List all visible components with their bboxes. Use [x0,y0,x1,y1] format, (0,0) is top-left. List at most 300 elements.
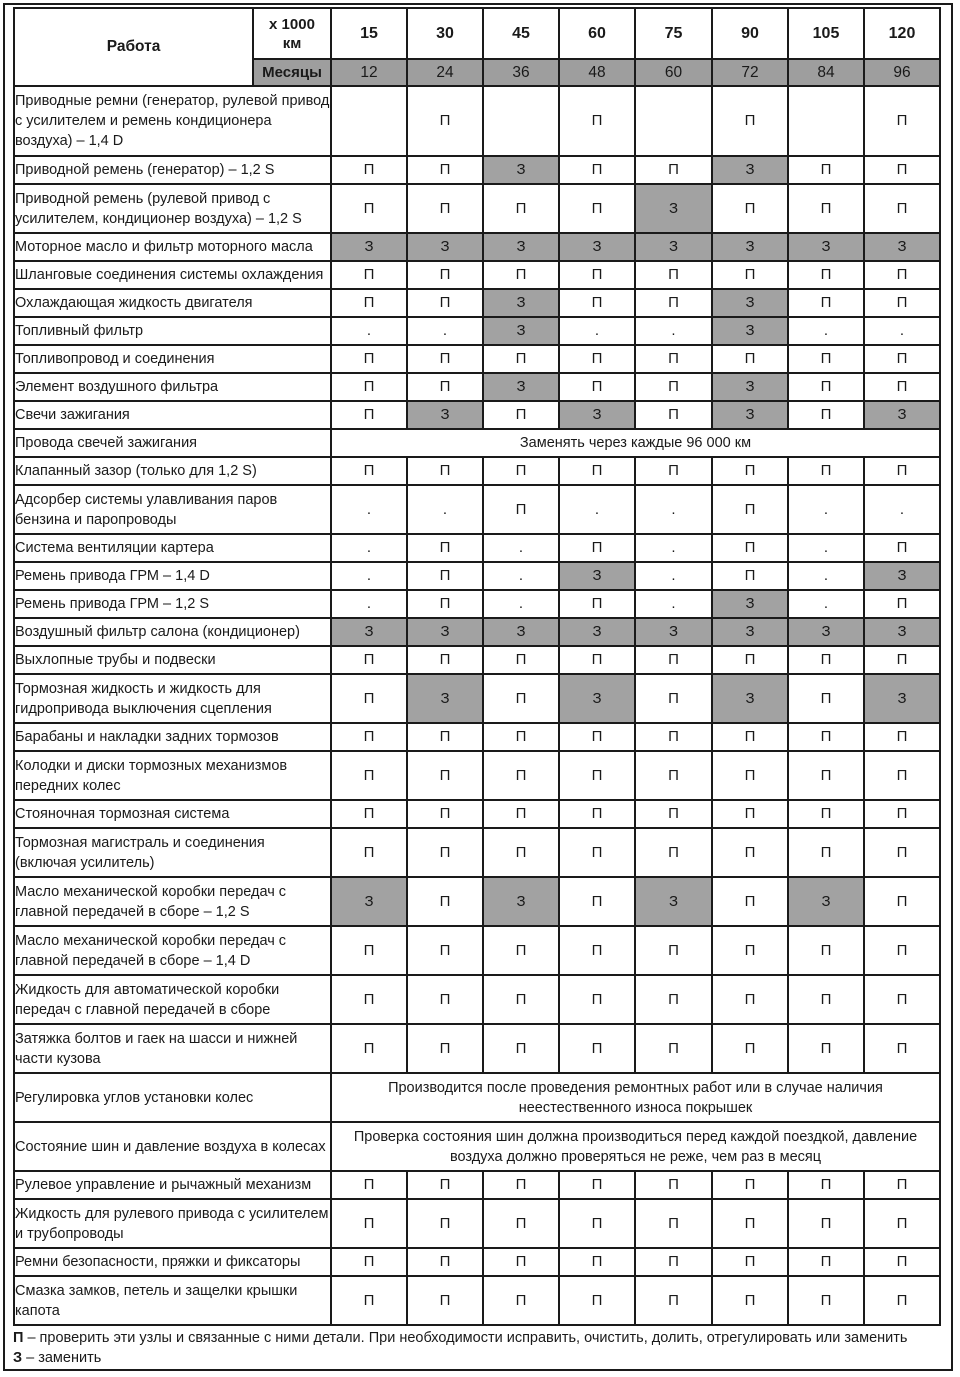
replace-cell: З [864,401,940,429]
table-row [14,345,940,373]
replace-cell: З [331,233,407,261]
task-name: Выхлопные трубы и подвески [14,646,331,674]
km-75: 75 [635,8,712,59]
check-cell: П [788,926,864,975]
task-name: Масло механической коробки передач с главной передачей в сборе – 1,2 S [14,877,331,926]
month-24: 24 [407,59,483,86]
check-cell: П [407,86,483,156]
table-row [14,751,940,800]
check-cell: П [864,975,940,1024]
km-105: 105 [788,8,864,59]
check-cell: П [864,373,940,401]
check-cell: П [864,926,940,975]
check-cell: П [483,345,559,373]
check-cell: П [559,184,635,233]
interval-cell: . [407,485,483,534]
interval-cell [788,86,864,156]
task-name: Приводной ремень (рулевой привод с усилителем, кондиционер воздуха) – 1,2 S [14,184,331,233]
km-label: x 1000 км [253,8,331,59]
check-cell: П [331,345,407,373]
replace-cell: З [483,289,559,317]
check-cell: П [864,86,940,156]
check-cell: П [864,457,940,485]
check-cell: П [559,345,635,373]
work-column-header: Работа [14,8,253,86]
month-96: 96 [864,59,940,86]
task-name: Тормозная магистраль и соединения (включая усилитель) [14,828,331,877]
check-cell: П [331,1276,407,1325]
replace-cell: З [407,674,483,723]
check-cell: П [407,975,483,1024]
check-cell: П [864,751,940,800]
check-cell: П [788,1276,864,1325]
interval-cell: . [559,485,635,534]
span-note: Заменять через каждые 96 000 км [331,429,940,457]
check-cell: П [559,877,635,926]
interval-cell [635,86,712,156]
check-cell: П [788,646,864,674]
check-cell: П [635,800,712,828]
check-cell: П [635,723,712,751]
check-cell: П [331,457,407,485]
check-cell: П [635,1248,712,1276]
task-name: Ремни безопасности, пряжки и фиксаторы [14,1248,331,1276]
check-cell: П [864,1171,940,1199]
table-row [14,401,940,429]
table-row [14,877,940,926]
replace-cell: З [712,289,788,317]
check-cell: П [635,401,712,429]
check-cell: П [788,289,864,317]
interval-cell: . [407,317,483,345]
check-cell: П [407,1199,483,1248]
replace-cell: З [712,373,788,401]
check-cell: П [483,1276,559,1325]
km-15: 15 [331,8,407,59]
task-name: Колодки и диски тормозных механизмов передних колес [14,751,331,800]
legend-check [13,1328,907,1348]
replace-cell: З [864,618,940,646]
check-cell: П [559,828,635,877]
check-cell: П [635,1199,712,1248]
month-36: 36 [483,59,559,86]
check-cell: П [559,1024,635,1073]
replace-cell: З [559,401,635,429]
month-48: 48 [559,59,635,86]
task-name: Охлаждающая жидкость двигателя [14,289,331,317]
interval-cell: . [635,317,712,345]
interval-cell: . [864,317,940,345]
table-row [14,233,940,261]
replace-cell: З [559,233,635,261]
replace-cell: З [712,674,788,723]
replace-cell: З [712,618,788,646]
check-cell: П [407,751,483,800]
table-row [14,457,940,485]
check-cell: П [559,1248,635,1276]
check-cell: П [331,975,407,1024]
task-name: Воздушный фильтр салона (кондиционер) [14,618,331,646]
check-cell: П [788,828,864,877]
maintenance-schedule-table [13,7,941,1326]
check-cell: П [635,1171,712,1199]
span-note: Проверка состояния шин должна производиться перед каждой поездкой, давление воздуха должно проверяться не реже, чем раз в месяц [331,1122,940,1171]
month-12: 12 [331,59,407,86]
check-cell: П [788,723,864,751]
check-cell: П [407,828,483,877]
check-cell: П [864,261,940,289]
check-cell: П [483,1248,559,1276]
check-cell: П [331,1199,407,1248]
check-cell: П [788,184,864,233]
table-row [14,86,940,156]
check-cell: П [788,401,864,429]
check-cell: П [559,590,635,618]
check-cell: П [712,828,788,877]
task-name: Шланговые соединения системы охлаждения [14,261,331,289]
header-row-km [14,8,940,59]
interval-cell: . [788,590,864,618]
check-cell: П [559,800,635,828]
check-cell: П [483,975,559,1024]
check-cell: П [559,373,635,401]
check-cell: П [331,184,407,233]
task-name: Адсорбер системы улавливания паров бензина и паропроводы [14,485,331,534]
check-cell: П [407,646,483,674]
replace-cell: З [788,618,864,646]
task-name: Рулевое управление и рычажный механизм [14,1171,331,1199]
check-cell: П [331,261,407,289]
table-row [14,261,940,289]
replace-cell: З [331,877,407,926]
check-cell: П [483,751,559,800]
interval-cell: . [331,534,407,562]
check-cell: П [559,457,635,485]
check-cell: П [559,975,635,1024]
table-row [14,926,940,975]
replace-cell: З [559,562,635,590]
task-name: Провода свечей зажигания [14,429,331,457]
check-cell: П [635,674,712,723]
check-cell: П [712,1024,788,1073]
task-name: Тормозная жидкость и жидкость для гидропривода выключения сцепления [14,674,331,723]
check-cell: П [788,751,864,800]
month-60: 60 [635,59,712,86]
legend-replace [13,1348,907,1368]
interval-cell [483,86,559,156]
table-row [14,156,940,184]
check-cell: П [407,877,483,926]
legend-check-text: – проверить эти узлы и связанные с ними детали. При необходимости исправить, очистить, долить, отрегулировать или заменить [23,1330,908,1346]
km-120: 120 [864,8,940,59]
check-cell: П [331,401,407,429]
months-label: Месяцы [253,59,331,86]
check-cell: П [712,86,788,156]
check-cell: П [483,485,559,534]
check-cell: П [331,751,407,800]
check-cell: П [788,975,864,1024]
check-cell: П [635,457,712,485]
km-60: 60 [559,8,635,59]
check-cell: П [635,289,712,317]
legend-replace-text: – заменить [22,1350,102,1366]
check-cell: П [407,590,483,618]
check-cell: П [331,646,407,674]
month-84: 84 [788,59,864,86]
check-cell: П [483,926,559,975]
check-cell: П [864,534,940,562]
check-cell: П [864,1199,940,1248]
replace-cell: З [407,233,483,261]
check-cell: П [407,156,483,184]
check-cell: П [712,877,788,926]
span-note: Производится после проведения ремонтных работ или в случае наличия неестественного износа покрышек [331,1073,940,1122]
replace-cell: З [635,877,712,926]
check-cell: П [483,723,559,751]
interval-cell: . [864,485,940,534]
check-cell: П [407,184,483,233]
replace-cell: З [864,233,940,261]
check-cell: П [635,1024,712,1073]
replace-cell: З [559,618,635,646]
check-cell: П [864,1248,940,1276]
table-row [14,1276,940,1325]
check-cell: П [483,184,559,233]
replace-cell: З [407,401,483,429]
check-cell: П [712,184,788,233]
replace-cell: З [712,590,788,618]
check-cell: П [331,156,407,184]
task-name: Ремень привода ГРМ – 1,2 S [14,590,331,618]
interval-cell: . [331,485,407,534]
check-cell: П [407,345,483,373]
check-cell: П [712,723,788,751]
check-cell: П [407,261,483,289]
replace-cell: З [864,562,940,590]
check-cell: П [635,646,712,674]
check-cell: П [483,1024,559,1073]
check-cell: П [483,1171,559,1199]
check-cell: П [712,1276,788,1325]
task-name: Масло механической коробки передач с главной передачей в сборе – 1,4 D [14,926,331,975]
check-cell: П [864,877,940,926]
check-cell: П [712,1248,788,1276]
check-cell: П [788,156,864,184]
check-cell: П [331,926,407,975]
task-name: Система вентиляции картера [14,534,331,562]
replace-cell: З [635,233,712,261]
check-cell: П [483,261,559,289]
replace-cell: З [559,674,635,723]
check-cell: П [559,751,635,800]
table-row [14,1171,940,1199]
check-cell: П [788,345,864,373]
task-name: Клапанный зазор (только для 1,2 S) [14,457,331,485]
interval-cell: . [635,534,712,562]
check-cell: П [483,457,559,485]
replace-cell: З [712,156,788,184]
check-cell: П [635,156,712,184]
table-row [14,1248,940,1276]
table-row [14,373,940,401]
interval-cell: . [483,590,559,618]
interval-cell: . [331,317,407,345]
check-cell: П [559,1199,635,1248]
check-cell: П [407,926,483,975]
table-row [14,723,940,751]
table-row [14,1024,940,1073]
interval-cell: . [559,317,635,345]
check-cell: П [864,1276,940,1325]
check-cell: П [788,800,864,828]
replace-cell: З [712,233,788,261]
check-cell: П [635,926,712,975]
task-name: Ремень привода ГРМ – 1,4 D [14,562,331,590]
check-cell: П [331,1024,407,1073]
check-cell: П [483,401,559,429]
check-cell: П [407,723,483,751]
task-name: Состояние шин и давление воздуха в колесах [14,1122,331,1171]
replace-cell: З [864,674,940,723]
table-row [14,590,940,618]
check-cell: П [559,1171,635,1199]
check-cell: П [331,723,407,751]
interval-cell: . [788,562,864,590]
check-cell: П [712,562,788,590]
task-name: Свечи зажигания [14,401,331,429]
task-name: Приводной ремень (генератор) – 1,2 S [14,156,331,184]
check-cell: П [712,345,788,373]
check-cell: П [788,1024,864,1073]
interval-cell: . [788,485,864,534]
replace-cell: З [483,373,559,401]
check-cell: П [864,646,940,674]
check-cell: П [483,800,559,828]
table-row [14,485,940,534]
check-cell: П [483,674,559,723]
replace-cell: З [483,317,559,345]
table-row [14,1073,940,1122]
check-cell: П [635,261,712,289]
replace-cell: З [331,618,407,646]
check-cell: П [788,457,864,485]
check-cell: П [788,261,864,289]
km-90: 90 [712,8,788,59]
table-row [14,618,940,646]
check-cell: П [864,723,940,751]
check-cell: П [559,156,635,184]
interval-cell: . [635,562,712,590]
replace-cell: З [635,618,712,646]
table-row [14,317,940,345]
table-row [14,429,940,457]
check-cell: П [483,1199,559,1248]
replace-cell: З [788,233,864,261]
check-cell: П [635,1276,712,1325]
check-cell: П [407,1248,483,1276]
check-cell: П [864,345,940,373]
task-name: Смазка замков, петель и защелки крышки капота [14,1276,331,1325]
interval-cell [331,86,407,156]
task-name: Приводные ремни (генератор, рулевой привод с усилителем и ремень кондиционера воздуха) – 1,4 D [14,86,331,156]
check-cell: П [864,1024,940,1073]
check-cell: П [559,86,635,156]
check-cell: П [712,975,788,1024]
check-cell: П [788,1199,864,1248]
check-cell: П [712,751,788,800]
check-cell: П [407,1171,483,1199]
schedule-body [14,86,940,1325]
task-name: Стояночная тормозная система [14,800,331,828]
km-45: 45 [483,8,559,59]
task-name: Моторное масло и фильтр моторного масла [14,233,331,261]
table-row [14,800,940,828]
replace-cell: З [483,618,559,646]
interval-cell: . [788,534,864,562]
task-name: Барабаны и накладки задних тормозов [14,723,331,751]
check-cell: П [331,674,407,723]
check-cell: П [483,646,559,674]
check-cell: П [559,926,635,975]
table-row [14,828,940,877]
replace-cell: З [788,877,864,926]
month-72: 72 [712,59,788,86]
check-cell: П [788,674,864,723]
check-cell: П [635,345,712,373]
interval-cell: . [788,317,864,345]
check-cell: П [407,800,483,828]
check-cell: П [635,975,712,1024]
table-row [14,1122,940,1171]
legend-replace-key: З [13,1350,23,1366]
check-cell: П [635,751,712,800]
table-row [14,184,940,233]
check-cell: П [712,646,788,674]
task-name: Топливный фильтр [14,317,331,345]
check-cell: П [559,289,635,317]
check-cell: П [864,289,940,317]
check-cell: П [712,534,788,562]
task-name: Жидкость для рулевого привода с усилителем и трубопроводы [14,1199,331,1248]
check-cell: П [331,828,407,877]
check-cell: П [407,373,483,401]
check-cell: П [712,800,788,828]
interval-cell: . [331,562,407,590]
legend [13,1328,907,1368]
check-cell: П [864,156,940,184]
task-name: Топливопровод и соединения [14,345,331,373]
table-row [14,975,940,1024]
check-cell: П [712,457,788,485]
check-cell: П [788,1248,864,1276]
interval-cell: . [635,590,712,618]
check-cell: П [407,457,483,485]
check-cell: П [864,590,940,618]
check-cell: П [331,373,407,401]
check-cell: П [331,1171,407,1199]
check-cell: П [559,646,635,674]
table-row [14,1199,940,1248]
replace-cell: З [483,233,559,261]
task-name: Жидкость для автоматической коробки передач с главной передачей в сборе [14,975,331,1024]
check-cell: П [559,534,635,562]
interval-cell: . [331,590,407,618]
check-cell: П [864,184,940,233]
interval-cell: . [483,562,559,590]
check-cell: П [331,800,407,828]
check-cell: П [712,926,788,975]
interval-cell: . [483,534,559,562]
